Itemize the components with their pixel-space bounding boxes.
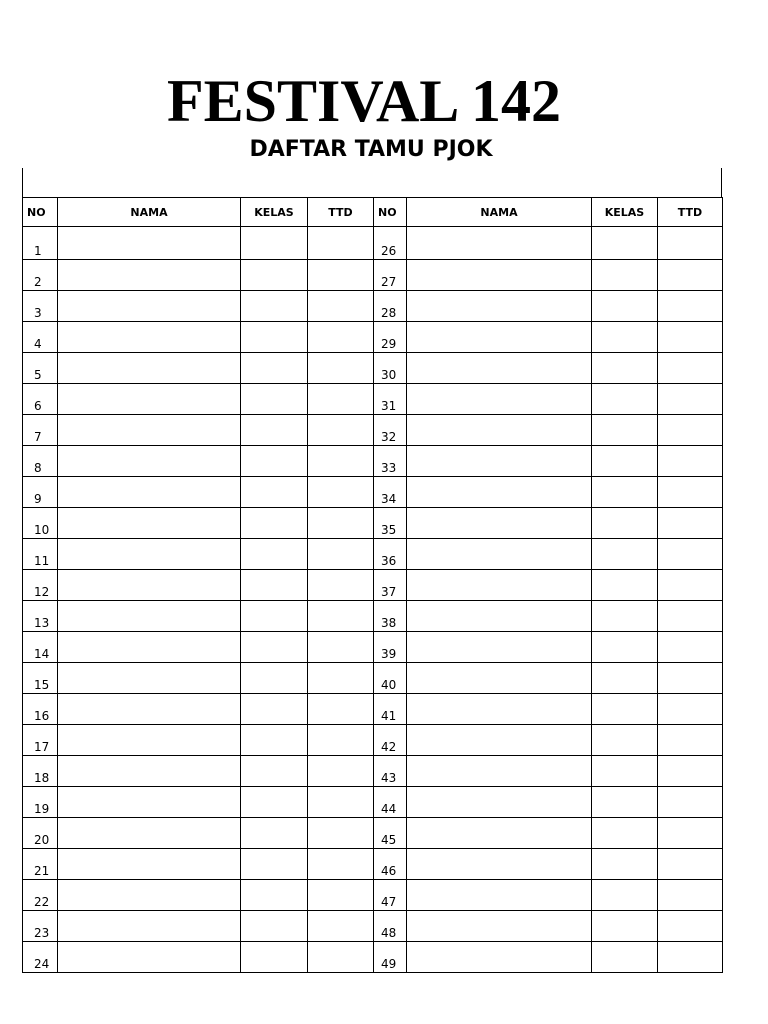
name-cell-left (58, 477, 241, 508)
row-number-right: 44 (374, 787, 407, 818)
name-cell-right (407, 818, 592, 849)
name-cell-left (58, 227, 241, 260)
class-cell-left (241, 415, 308, 446)
name-cell-left (58, 911, 241, 942)
row-number-left: 24 (23, 942, 58, 973)
name-cell-right (407, 539, 592, 570)
signature-cell-right (658, 570, 723, 601)
name-cell-left (58, 787, 241, 818)
row-number-left: 12 (23, 570, 58, 601)
row-number-left: 5 (23, 353, 58, 384)
name-cell-right (407, 632, 592, 663)
signature-cell-right (658, 446, 723, 477)
row-number-right: 46 (374, 849, 407, 880)
guest-list-table (22, 197, 723, 973)
class-cell-left (241, 353, 308, 384)
table-header-row (23, 198, 723, 227)
row-number-left: 9 (23, 477, 58, 508)
table-row (23, 787, 723, 818)
class-cell-left (241, 291, 308, 322)
row-number-right: 47 (374, 880, 407, 911)
signature-cell-right (658, 353, 723, 384)
class-cell-right (592, 601, 658, 632)
class-cell-left (241, 446, 308, 477)
table-row (23, 508, 723, 539)
name-cell-right (407, 880, 592, 911)
row-number-left: 23 (23, 911, 58, 942)
name-cell-left (58, 415, 241, 446)
name-cell-left (58, 570, 241, 601)
class-cell-right (592, 911, 658, 942)
signature-cell-right (658, 415, 723, 446)
class-cell-right (592, 322, 658, 353)
signature-cell-right (658, 384, 723, 415)
class-cell-left (241, 477, 308, 508)
name-cell-right (407, 322, 592, 353)
row-number-right: 33 (374, 446, 407, 477)
name-cell-right (407, 415, 592, 446)
class-cell-right (592, 508, 658, 539)
name-cell-right (407, 911, 592, 942)
class-cell-right (592, 570, 658, 601)
table-row (23, 322, 723, 353)
table-row (23, 663, 723, 694)
signature-cell-right (658, 725, 723, 756)
name-cell-left (58, 694, 241, 725)
signature-cell-left (308, 756, 374, 787)
name-cell-right (407, 849, 592, 880)
row-number-right: 38 (374, 601, 407, 632)
signature-cell-left (308, 260, 374, 291)
header-ttd-left: TTD (308, 198, 374, 227)
header-kelas-right: KELAS (592, 198, 658, 227)
signature-cell-left (308, 322, 374, 353)
signature-cell-right (658, 260, 723, 291)
class-cell-right (592, 291, 658, 322)
signature-cell-left (308, 539, 374, 570)
signature-cell-right (658, 694, 723, 725)
class-cell-left (241, 849, 308, 880)
signature-cell-left (308, 570, 374, 601)
row-number-left: 20 (23, 818, 58, 849)
row-number-left: 1 (23, 227, 58, 260)
signature-cell-right (658, 818, 723, 849)
class-cell-left (241, 818, 308, 849)
name-cell-right (407, 663, 592, 694)
class-cell-right (592, 942, 658, 973)
name-cell-right (407, 725, 592, 756)
signature-cell-left (308, 446, 374, 477)
row-number-left: 3 (23, 291, 58, 322)
row-number-left: 19 (23, 787, 58, 818)
header-nama-right: NAMA (407, 198, 592, 227)
row-number-right: 28 (374, 291, 407, 322)
class-cell-right (592, 849, 658, 880)
table-row (23, 260, 723, 291)
class-cell-right (592, 694, 658, 725)
signature-cell-right (658, 756, 723, 787)
name-cell-left (58, 322, 241, 353)
name-cell-left (58, 663, 241, 694)
table-right-border (721, 168, 722, 198)
name-cell-right (407, 601, 592, 632)
class-cell-left (241, 322, 308, 353)
name-cell-left (58, 539, 241, 570)
table-row (23, 849, 723, 880)
name-cell-left (58, 942, 241, 973)
signature-cell-right (658, 508, 723, 539)
class-cell-right (592, 446, 658, 477)
class-cell-right (592, 725, 658, 756)
row-number-right: 36 (374, 539, 407, 570)
class-cell-right (592, 756, 658, 787)
class-cell-right (592, 632, 658, 663)
row-number-left: 4 (23, 322, 58, 353)
name-cell-left (58, 384, 241, 415)
name-cell-left (58, 725, 241, 756)
row-number-right: 43 (374, 756, 407, 787)
table-row (23, 911, 723, 942)
signature-cell-left (308, 849, 374, 880)
row-number-left: 2 (23, 260, 58, 291)
row-number-right: 45 (374, 818, 407, 849)
class-cell-right (592, 539, 658, 570)
signature-cell-right (658, 322, 723, 353)
row-number-left: 10 (23, 508, 58, 539)
signature-cell-left (308, 663, 374, 694)
signature-cell-right (658, 942, 723, 973)
name-cell-right (407, 260, 592, 291)
signature-cell-left (308, 227, 374, 260)
name-cell-left (58, 353, 241, 384)
class-cell-left (241, 942, 308, 973)
signature-cell-right (658, 477, 723, 508)
row-number-left: 11 (23, 539, 58, 570)
name-cell-left (58, 756, 241, 787)
table-row (23, 601, 723, 632)
row-number-right: 34 (374, 477, 407, 508)
class-cell-left (241, 911, 308, 942)
name-cell-right (407, 787, 592, 818)
table-row (23, 539, 723, 570)
name-cell-left (58, 260, 241, 291)
signature-cell-right (658, 880, 723, 911)
name-cell-right (407, 570, 592, 601)
class-cell-left (241, 508, 308, 539)
row-number-left: 8 (23, 446, 58, 477)
row-number-right: 41 (374, 694, 407, 725)
class-cell-left (241, 694, 308, 725)
table-row (23, 353, 723, 384)
class-cell-right (592, 787, 658, 818)
signature-cell-left (308, 415, 374, 446)
row-number-right: 39 (374, 632, 407, 663)
class-cell-right (592, 663, 658, 694)
row-number-left: 18 (23, 756, 58, 787)
row-number-left: 21 (23, 849, 58, 880)
signature-cell-right (658, 787, 723, 818)
row-number-left: 7 (23, 415, 58, 446)
name-cell-right (407, 477, 592, 508)
row-number-right: 37 (374, 570, 407, 601)
table-row (23, 756, 723, 787)
class-cell-left (241, 539, 308, 570)
header-nama-left: NAMA (58, 198, 241, 227)
table-left-border (22, 168, 23, 198)
signature-cell-left (308, 787, 374, 818)
name-cell-right (407, 446, 592, 477)
table-row (23, 694, 723, 725)
signature-cell-left (308, 880, 374, 911)
signature-cell-left (308, 942, 374, 973)
row-number-right: 29 (374, 322, 407, 353)
class-cell-left (241, 260, 308, 291)
name-cell-left (58, 446, 241, 477)
class-cell-right (592, 818, 658, 849)
name-cell-right (407, 353, 592, 384)
row-number-right: 35 (374, 508, 407, 539)
row-number-right: 27 (374, 260, 407, 291)
name-cell-left (58, 508, 241, 539)
table-row (23, 415, 723, 446)
signature-cell-right (658, 539, 723, 570)
class-cell-left (241, 384, 308, 415)
table-row (23, 818, 723, 849)
class-cell-left (241, 756, 308, 787)
header-no-right: NO (374, 198, 407, 227)
signature-cell-right (658, 227, 723, 260)
row-number-left: 17 (23, 725, 58, 756)
table-row (23, 880, 723, 911)
row-number-right: 32 (374, 415, 407, 446)
name-cell-left (58, 849, 241, 880)
signature-cell-left (308, 911, 374, 942)
class-cell-left (241, 725, 308, 756)
name-cell-right (407, 942, 592, 973)
signature-cell-left (308, 508, 374, 539)
row-number-right: 31 (374, 384, 407, 415)
row-number-left: 22 (23, 880, 58, 911)
signature-cell-left (308, 601, 374, 632)
signature-cell-left (308, 477, 374, 508)
signature-cell-left (308, 291, 374, 322)
name-cell-right (407, 508, 592, 539)
table-row (23, 291, 723, 322)
signature-cell-left (308, 694, 374, 725)
header-kelas-left: KELAS (241, 198, 308, 227)
class-cell-right (592, 880, 658, 911)
row-number-right: 49 (374, 942, 407, 973)
class-cell-left (241, 227, 308, 260)
table-row (23, 632, 723, 663)
signature-cell-left (308, 818, 374, 849)
class-cell-left (241, 787, 308, 818)
signature-cell-right (658, 601, 723, 632)
table-row (23, 725, 723, 756)
name-cell-right (407, 694, 592, 725)
name-cell-left (58, 291, 241, 322)
class-cell-right (592, 227, 658, 260)
class-cell-left (241, 880, 308, 911)
name-cell-right (407, 384, 592, 415)
header-ttd-right: TTD (658, 198, 723, 227)
row-number-left: 15 (23, 663, 58, 694)
row-number-right: 40 (374, 663, 407, 694)
class-cell-left (241, 601, 308, 632)
table-row (23, 570, 723, 601)
class-cell-left (241, 570, 308, 601)
class-cell-left (241, 663, 308, 694)
table-row (23, 942, 723, 973)
table-row (23, 384, 723, 415)
page-title: FESTIVAL 142 (166, 68, 562, 134)
row-number-right: 30 (374, 353, 407, 384)
table-row (23, 446, 723, 477)
table-row (23, 477, 723, 508)
signature-cell-left (308, 725, 374, 756)
signature-cell-left (308, 353, 374, 384)
header-no-left: NO (23, 198, 58, 227)
row-number-right: 48 (374, 911, 407, 942)
signature-cell-right (658, 911, 723, 942)
name-cell-left (58, 632, 241, 663)
name-cell-left (58, 818, 241, 849)
signature-cell-right (658, 632, 723, 663)
name-cell-right (407, 756, 592, 787)
table-row (23, 227, 723, 260)
signature-cell-right (658, 849, 723, 880)
signature-cell-left (308, 632, 374, 663)
row-number-left: 13 (23, 601, 58, 632)
row-number-right: 42 (374, 725, 407, 756)
name-cell-right (407, 291, 592, 322)
class-cell-right (592, 415, 658, 446)
class-cell-right (592, 384, 658, 415)
class-cell-right (592, 260, 658, 291)
class-cell-right (592, 477, 658, 508)
class-cell-left (241, 632, 308, 663)
row-number-left: 14 (23, 632, 58, 663)
class-cell-right (592, 353, 658, 384)
page-subtitle: DAFTAR TAMU PJOK (249, 137, 493, 162)
signature-cell-left (308, 384, 374, 415)
row-number-left: 6 (23, 384, 58, 415)
name-cell-right (407, 227, 592, 260)
signature-cell-right (658, 291, 723, 322)
row-number-left: 16 (23, 694, 58, 725)
name-cell-left (58, 880, 241, 911)
name-cell-left (58, 601, 241, 632)
signature-cell-right (658, 663, 723, 694)
row-number-right: 26 (374, 227, 407, 260)
